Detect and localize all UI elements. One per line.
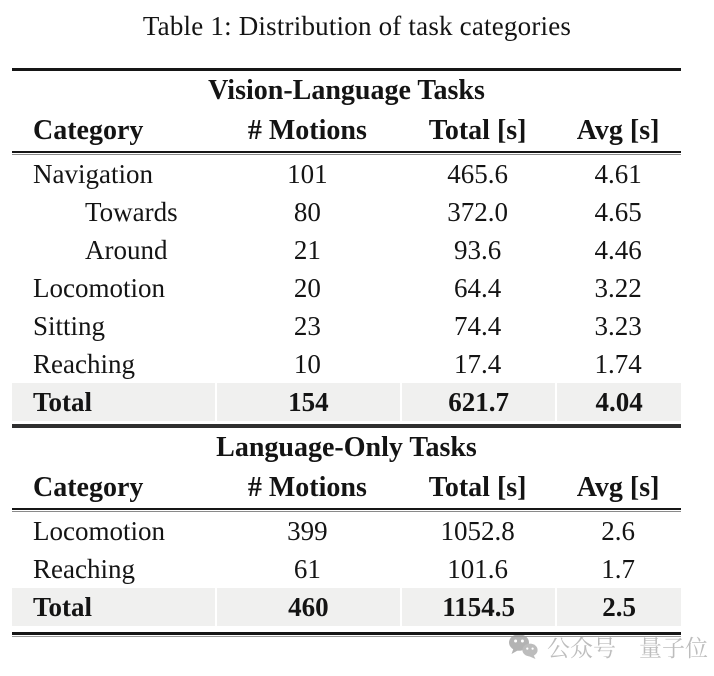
- total-row-language-only: [12, 588, 681, 626]
- cell-avg: 4.46: [594, 235, 642, 265]
- header-row-vision-language: [12, 111, 681, 151]
- cell-total: 17.4: [453, 349, 502, 379]
- section-separator-rule: [12, 424, 681, 428]
- column-header-category: Category: [33, 472, 144, 503]
- cell-category: Total: [12, 588, 215, 626]
- cell-motions: 23: [293, 311, 321, 341]
- cell-motions: 399: [287, 516, 328, 546]
- cell-avg: 1.74: [594, 349, 642, 379]
- cell-category: Reaching: [33, 554, 135, 584]
- column-header-avg: Avg [s]: [576, 472, 660, 503]
- table-row-locomotion-lo: [12, 512, 681, 550]
- cell-total: 74.4: [453, 311, 502, 341]
- cell-motions: 154: [215, 383, 400, 421]
- cell-category: Locomotion: [33, 273, 165, 303]
- cell-avg: 4.61: [594, 159, 642, 189]
- cell-total: 64.4: [453, 273, 502, 303]
- section-title-vision-language: Vision-Language Tasks: [208, 75, 485, 106]
- cell-category: Around: [85, 235, 168, 265]
- cell-motions: 20: [293, 273, 321, 303]
- section-title-language-only: Language-Only Tasks: [216, 432, 477, 463]
- total-row-vision-language: [12, 383, 681, 421]
- cell-category: Locomotion: [33, 516, 165, 546]
- cell-motions: 61: [293, 554, 321, 584]
- cell-avg: 2.6: [601, 516, 635, 546]
- watermark-brand: 量子位: [639, 635, 708, 661]
- cell-category: Reaching: [33, 349, 135, 379]
- column-header-total: Total [s]: [428, 472, 527, 503]
- task-distribution-table: [12, 68, 681, 637]
- table-row-towards: [12, 193, 681, 231]
- table-row-reaching-lo: [12, 550, 681, 588]
- bottom-rule: [12, 632, 681, 637]
- cell-avg: 3.22: [594, 273, 642, 303]
- cell-motions: 80: [293, 197, 321, 227]
- header-separator-rule: [12, 508, 681, 512]
- cell-avg: 1.7: [601, 554, 635, 584]
- cell-total: 93.6: [453, 235, 502, 265]
- cell-total: 1154.5: [400, 588, 555, 626]
- cell-motions: 460: [215, 588, 400, 626]
- cell-total: 465.6: [447, 159, 508, 189]
- cell-motions: 21: [293, 235, 321, 265]
- cell-avg: 2.5: [555, 588, 681, 626]
- column-header-motions: # Motions: [247, 115, 367, 146]
- cell-total: 372.0: [447, 197, 508, 227]
- cell-avg: 4.65: [594, 197, 642, 227]
- watermark-label: 公众号: [547, 635, 616, 661]
- table-row-sitting: [12, 307, 681, 345]
- cell-total: 101.6: [447, 554, 508, 584]
- column-header-category: Category: [33, 115, 144, 146]
- cell-total: 621.7: [400, 383, 555, 421]
- cell-category: Navigation: [33, 159, 153, 189]
- cell-category: Sitting: [33, 311, 106, 341]
- cell-motions: 101: [287, 159, 328, 189]
- table-row-navigation: [12, 155, 681, 193]
- cell-motions: 10: [293, 349, 321, 379]
- header-row-language-only: [12, 468, 681, 508]
- top-rule: [12, 68, 681, 71]
- cell-avg: 4.04: [555, 383, 681, 421]
- table-caption: Table 1: Distribution of task categories: [142, 11, 572, 41]
- table-row-reaching: [12, 345, 681, 383]
- cell-category: Total: [12, 383, 215, 421]
- column-header-motions: # Motions: [247, 472, 367, 503]
- cell-avg: 3.23: [594, 311, 642, 341]
- cell-category: Towards: [85, 197, 178, 227]
- cell-total: 1052.8: [440, 516, 515, 546]
- column-header-avg: Avg [s]: [576, 115, 660, 146]
- wechat-icon: [508, 633, 538, 660]
- table-row-around: [12, 231, 681, 269]
- header-separator-rule: [12, 151, 681, 155]
- table-row-locomotion: [12, 269, 681, 307]
- column-header-total: Total [s]: [428, 115, 527, 146]
